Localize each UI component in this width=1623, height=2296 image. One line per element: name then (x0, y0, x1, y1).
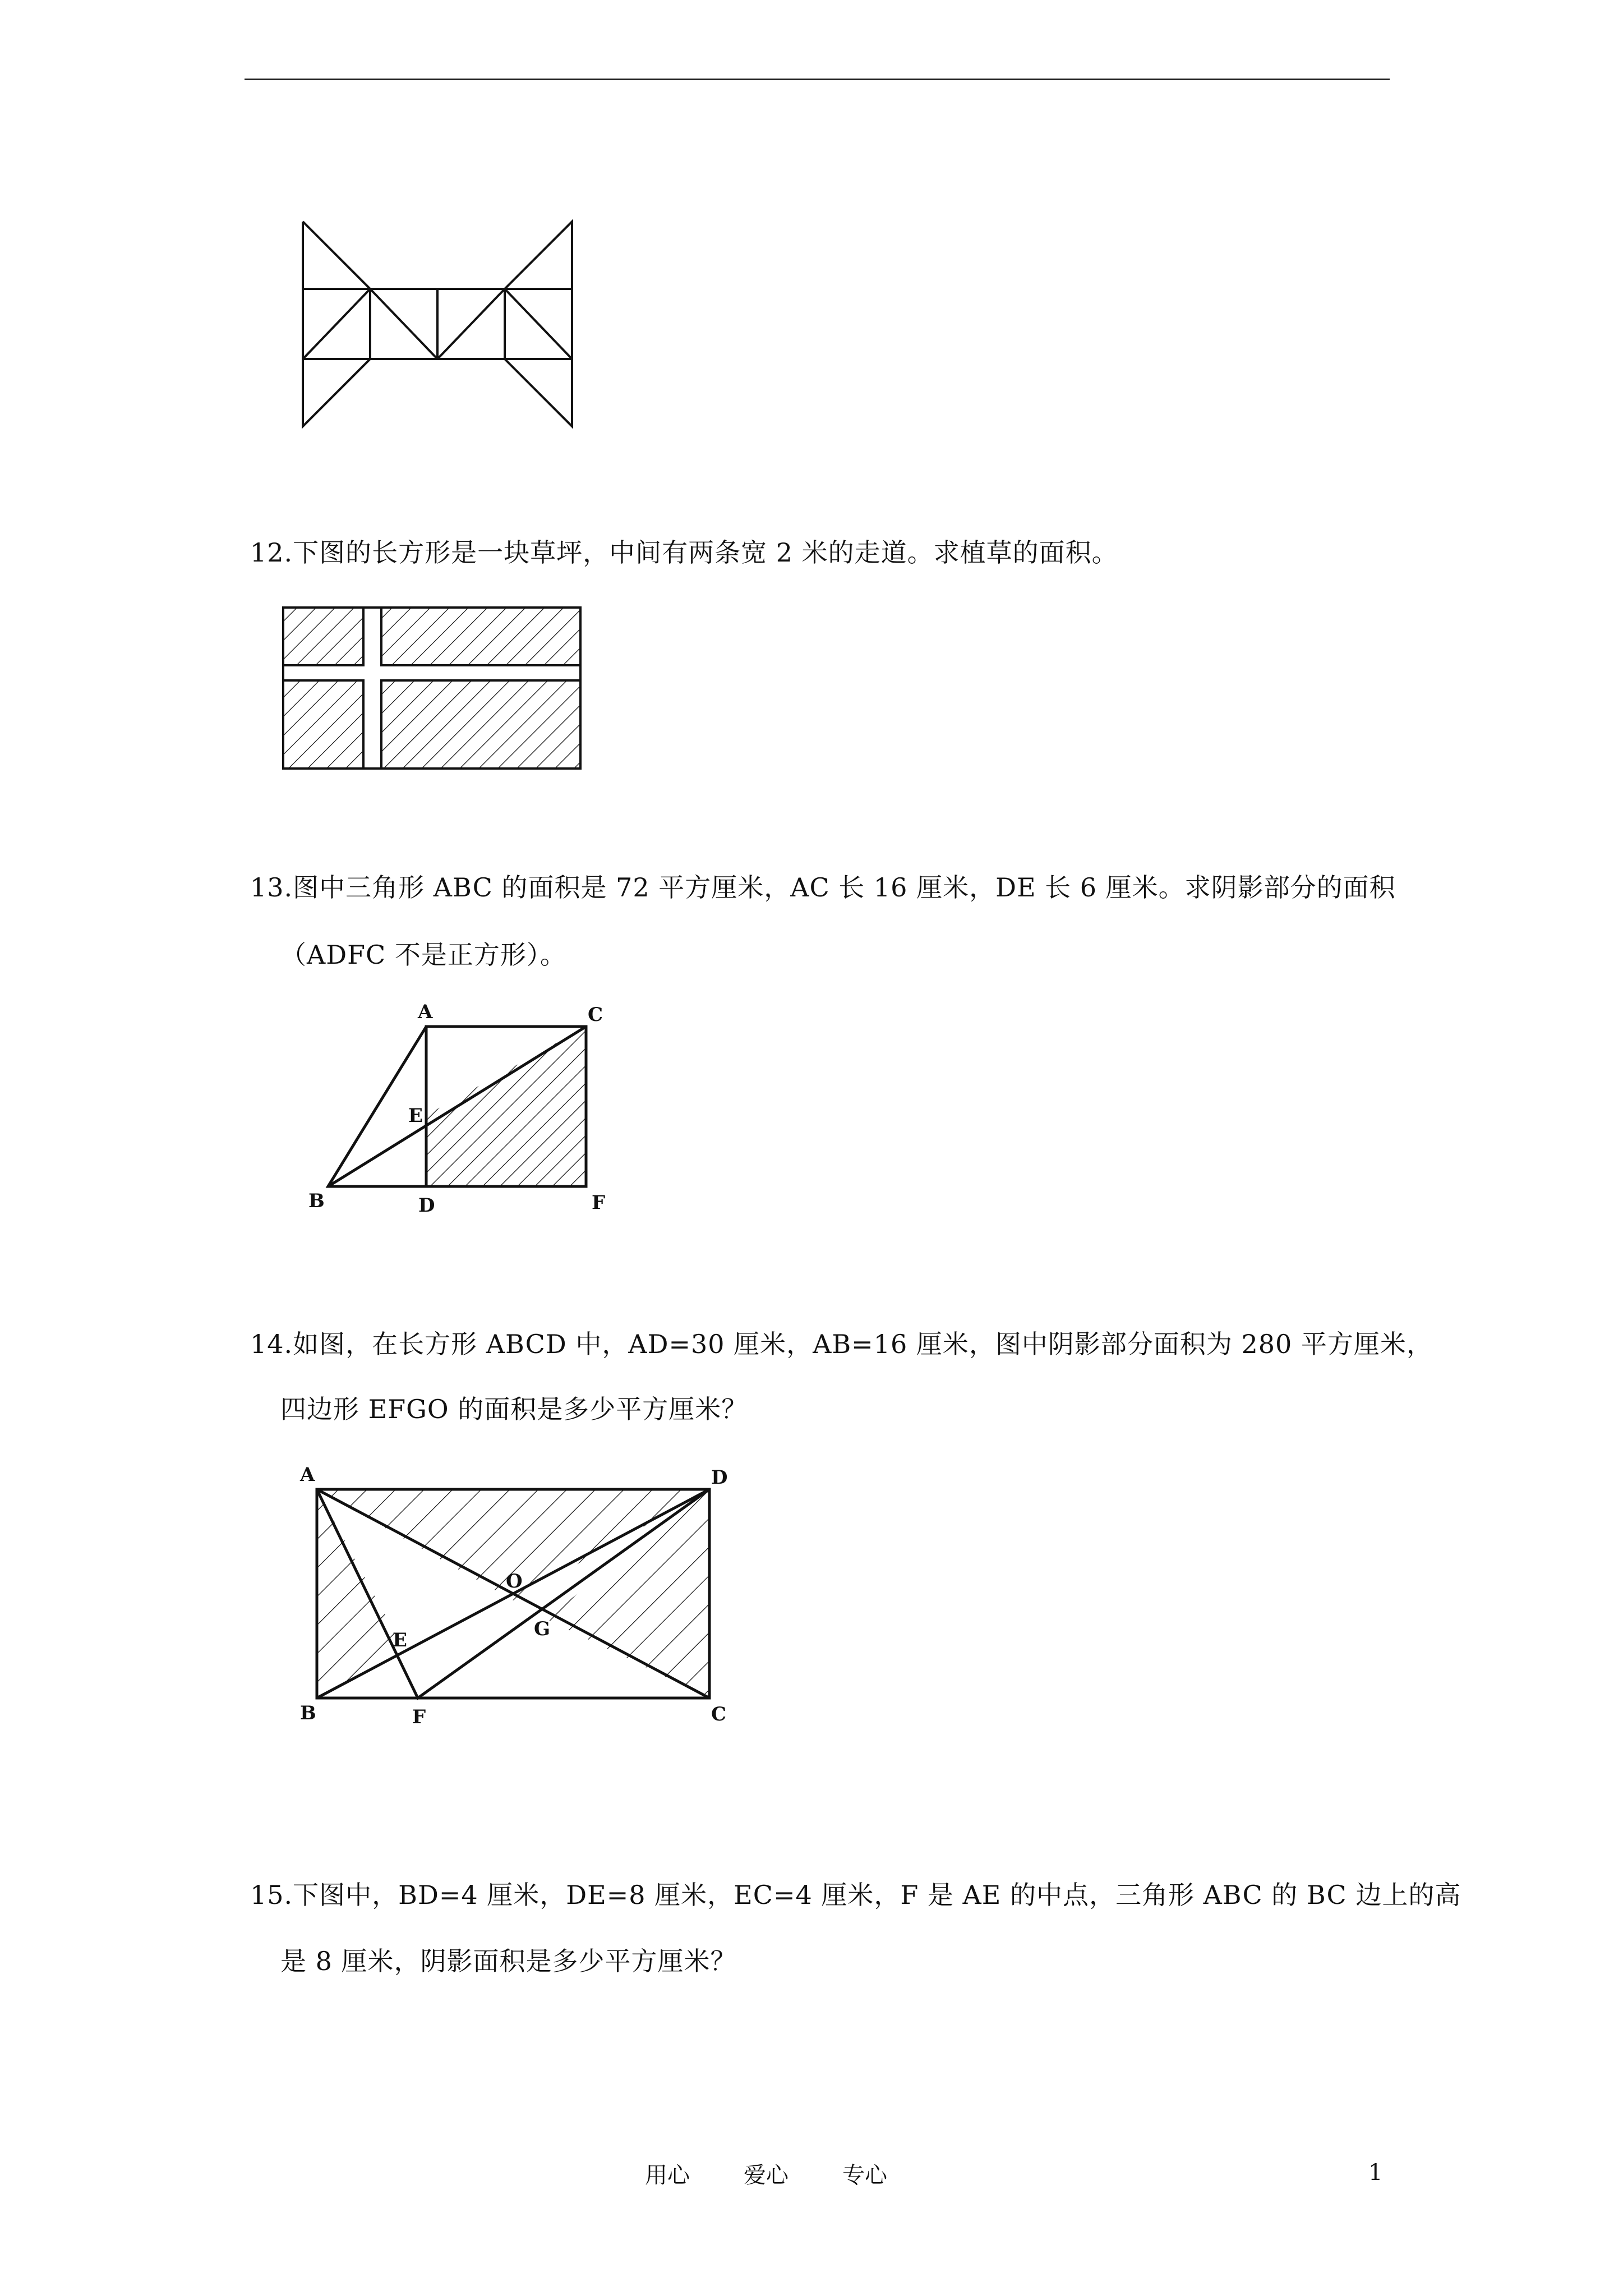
question-number: 15. (250, 1880, 293, 1910)
footer-motto-3: 专心 (842, 2162, 887, 2188)
footer-motto-1: 用心 (645, 2162, 690, 2188)
question-15-line2 (280, 1944, 737, 1978)
footer-motto-2: 爱心 (744, 2162, 789, 2188)
question-text: 四边形 EFGO 的面积是多少平方厘米？ (280, 1394, 748, 1424)
question-number: 13. (250, 872, 293, 903)
label-a: A (300, 1464, 315, 1486)
question-text: 是 8 厘米，阴影面积是多少平方厘米？ (280, 1946, 737, 1976)
label-c: C (711, 1703, 727, 1726)
question-text: 下图中，BD=4 厘米，DE=8 厘米，EC=4 厘米，F 是 AE 的中点，三角形 ABC 的 BC 边上的高 (293, 1880, 1461, 1910)
label-o: O (506, 1570, 523, 1593)
question-15 (250, 1878, 1461, 1912)
label-f: F (412, 1706, 426, 1728)
label-e: E (408, 1105, 423, 1127)
question-number: 14. (250, 1329, 293, 1359)
label-d: D (711, 1466, 728, 1489)
label-e: E (393, 1629, 407, 1651)
header-rule (245, 79, 1390, 80)
question-14 (250, 1327, 1433, 1361)
figure-triangle-abc (292, 993, 628, 1228)
question-13 (250, 871, 1396, 904)
figure-rectangle-abcd (292, 1450, 740, 1742)
label-b: B (300, 1702, 316, 1724)
question-text: （ADFC 不是正方形）。 (280, 940, 566, 970)
figure-lawn (280, 605, 586, 773)
question-14-line2 (280, 1392, 748, 1426)
label-g: G (534, 1618, 551, 1640)
label-f: F (592, 1191, 606, 1214)
question-13-line2 (280, 938, 566, 972)
label-b: B (308, 1190, 325, 1212)
question-12 (250, 536, 1118, 569)
page-number: 1 (1368, 2160, 1383, 2185)
question-text: 图中三角形 ABC 的面积是 72 平方厘米，AC 长 16 厘米，DE 长 6 厘米。求阴影部分的面积 (293, 872, 1396, 903)
label-a: A (418, 1001, 433, 1023)
label-d: D (418, 1194, 435, 1217)
question-number: 12. (250, 537, 293, 568)
footer-motto (645, 2157, 941, 2189)
question-text: 如图，在长方形 ABCD 中，AD=30 厘米，AB=16 厘米，图中阴影部分面积为 280 平方厘米， (293, 1329, 1433, 1359)
label-c: C (588, 1004, 603, 1026)
question-text: 下图的长方形是一块草坪，中间有两条宽 2 米的走道。求植草的面积。 (293, 537, 1118, 568)
figure-bowtie (297, 219, 589, 432)
